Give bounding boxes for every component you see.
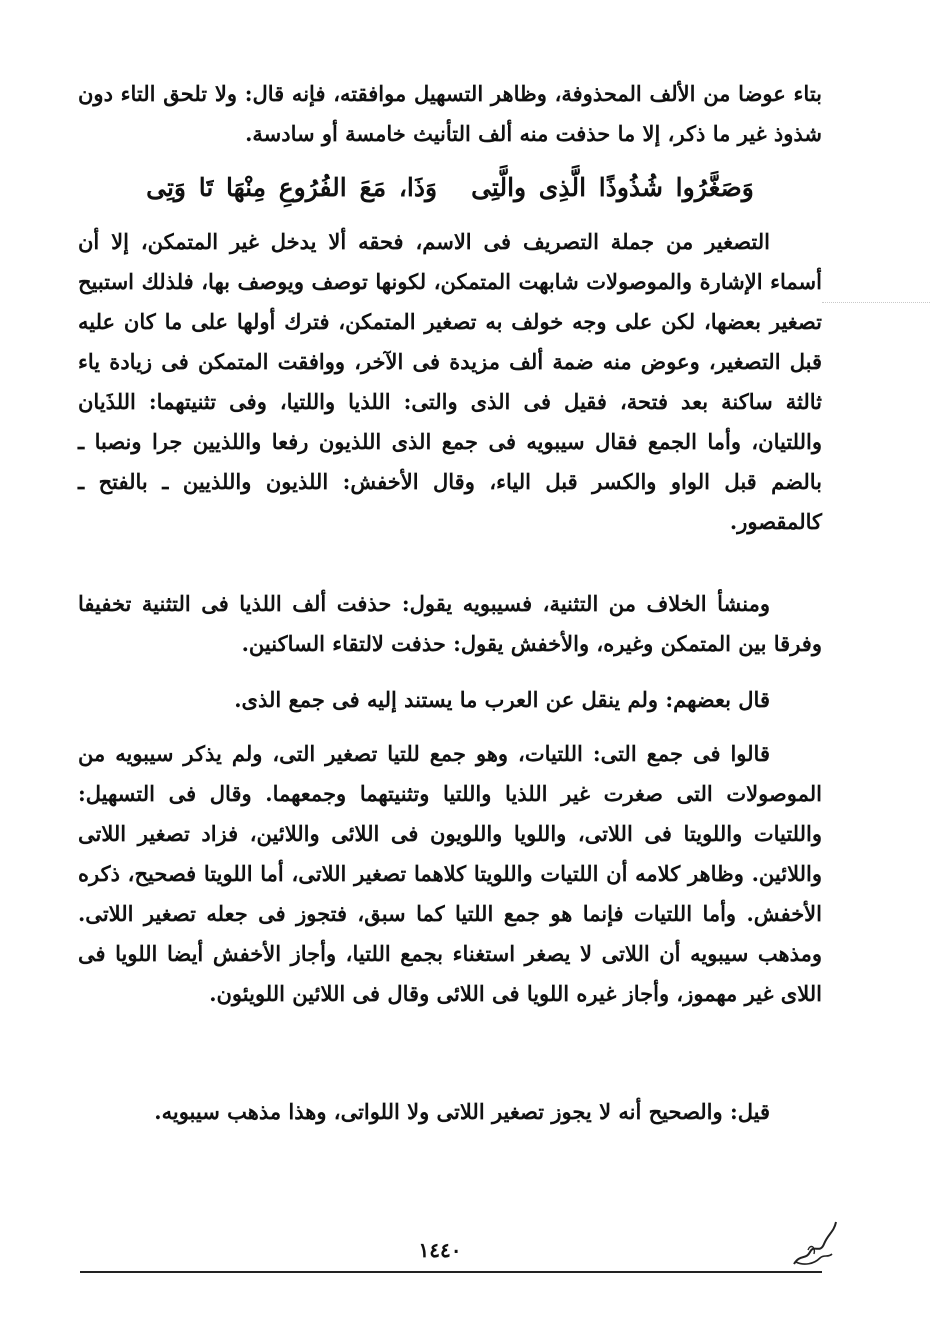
- poetry-verse: [78, 168, 822, 208]
- paragraph: قال بعضهم: ولم ينقل عن العرب ما يستند إليه فى جمع الذى.: [234, 687, 770, 712]
- intro-paragraph: بتاء عوضا من الألف المحذوفة، وظاهر التسهيل موافقته، فإنه قال: ولا تلحق التاء دون شذوذ غير ما ذكر، إلا ما حذفت منه ألف التأنيث خامسة أو سادسة.: [78, 81, 822, 146]
- commentary-paragraph-2: [78, 584, 822, 664]
- verse-second-hemistich: وَذَا، مَعَ الفُرُوعِ مِنْهَا تَا وَتِى: [146, 173, 438, 202]
- verse-first-hemistich: وَصَغَّرُوا شُذُوذًا الَّذِى والَّتِى: [471, 173, 754, 202]
- scan-artifact: [822, 302, 930, 305]
- commentary-paragraph-4: [78, 734, 822, 1014]
- commentary-paragraph-5: [78, 1092, 822, 1132]
- page-number: ١٤٤٠: [418, 1238, 462, 1262]
- intro-text: [78, 74, 822, 154]
- paragraph: قيل: والصحيح أنه لا يجوز تصغير اللاتى ولا اللواتى، وهذا مذهب سيبويه.: [154, 1099, 770, 1124]
- paragraph: قالوا فى جمع التى: اللتيات، وهو جمع للتيا تصغير التى، ولم يذكر سيبويه من الموصولات التى صغرت غير اللذيا واللتيا وتثنيتهما وجمعهما. وقال فى التسهيل: واللتيات واللويتا فى اللاتى، واللويا واللويون فى اللائى واللائين، فزاد تصغير اللاتى واللائين. وظاهر كلامه أن اللتيات واللويتا كلاهما تصغير اللاتى، أما اللويتا فصحيح، ذكره الأخفش. وأما اللتيات فإنما هو جمع اللتيا كما سبق، فتجوز فى جعله تصغير اللاتى. ومذهب سيبويه أن اللاتى لا يصغر استغناء بجمع اللتيا، وأجاز الأخفش أيضا اللويا فى اللاى غير مهموز، وأجاز غيره اللويا فى اللائى وقال فى اللائين اللويئون.: [78, 741, 822, 1006]
- commentary-paragraph-1: [78, 222, 822, 542]
- commentary-paragraph-3: [78, 680, 822, 720]
- footer-rule: [80, 1271, 822, 1273]
- signature-mark: [790, 1214, 840, 1270]
- paragraph: ومنشأ الخلاف من التثنية، فسيبويه يقول: حذفت ألف اللذيا فى التثنية تخفيفا وفرقا بين المتمكن وغيره، والأخفش يقول: حذفت لالتقاء الساكنين.: [78, 591, 822, 656]
- paragraph: التصغير من جملة التصريف فى الاسم، فحقه ألا يدخل غير المتمكن، إلا أن أسماء الإشارة والموصولات شابهت المتمكن، لكونها توصف ويوصف بها، فلذلك استبيح تصغير بعضها، لكن على وجه خولف به تصغير المتمكن، فترك أولها على ما كان عليه قبل التصغير، وعوض منه ضمة ألف مزيدة فى الآخر، ووافقت المتمكن فى زيادة ياء ثالثة ساكنة بعد فتحة، فقيل فى الذى والتى: اللذيا واللتيا، وفى تثنيتهما: اللذَيان واللتيان، وأما الجمع فقال سيبويه فى جمع الذى اللذيون رفعا واللذيين جرا ونصبا ـ بالضم قبل الواو والكسر قبل الياء، وقال الأخفش: اللذيون واللذيين ـ بالفتح ـ كالمقصور.: [78, 229, 822, 534]
